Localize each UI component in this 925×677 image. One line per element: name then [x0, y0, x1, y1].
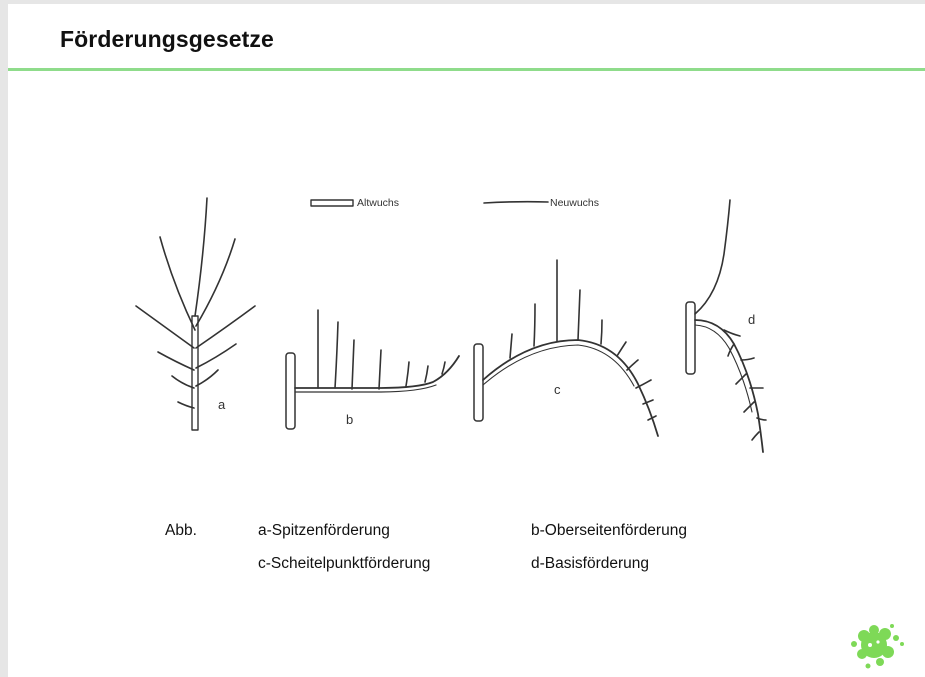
tree-c-shoot [617, 342, 626, 356]
tree-d-old-branch-edge [695, 325, 752, 412]
tree-d-shoot [728, 344, 734, 356]
caption-item-d: d-Basisförderung [531, 555, 650, 572]
tree-d-old-branch [695, 320, 763, 452]
tree-a-branch [172, 376, 194, 388]
tree-c-apex [474, 260, 658, 436]
tree-c-shoot [578, 290, 580, 340]
tree-a-branch [196, 344, 236, 368]
tree-a-branch [196, 370, 218, 386]
tree-d-label: d [748, 312, 756, 327]
tree-d-shoot [752, 432, 759, 440]
caption-prefix: Abb. [165, 522, 197, 539]
tree-b-shoot [442, 362, 445, 374]
legend-old-growth-label: Altwuchs [357, 197, 400, 209]
tree-c-shoot [534, 304, 535, 346]
tree-c-shoot [627, 360, 638, 370]
tree-a-branch [196, 239, 235, 326]
tree-c-label: c [554, 382, 561, 397]
tree-a-old-trunk [192, 316, 198, 430]
tree-b-old-branch [295, 356, 459, 388]
slide [8, 4, 925, 677]
growth-promotion-diagram [8, 4, 925, 677]
caption-item-c: c-Scheitelpunktförderung [258, 555, 431, 572]
caption-item-b: b-Oberseitenförderung [531, 522, 687, 539]
tree-c-shoot [601, 320, 602, 344]
caption-item-a: a-Spitzenförderung [258, 522, 390, 539]
tree-b-upper-side [286, 310, 459, 429]
tree-b-shoot [352, 340, 354, 389]
old-growth-swatch-icon [311, 200, 353, 206]
legend-new-growth [484, 202, 548, 203]
tree-d-shoot [744, 402, 754, 412]
tree-a-label: a [218, 397, 226, 412]
tree-c-shoot [510, 334, 512, 358]
tree-a-branch [160, 237, 195, 330]
tree-b-label: b [346, 412, 354, 427]
tree-d-shoot [741, 358, 754, 360]
tree-a-apical [136, 198, 255, 430]
tree-b-shoot [406, 362, 409, 386]
legend-old-growth [311, 200, 353, 206]
tree-a-branch [136, 306, 194, 348]
page-title: Förderungsgesetze [60, 26, 274, 52]
tree-a-branch [158, 352, 194, 370]
tree-c-old-trunk [474, 344, 483, 421]
tree-a-leader [195, 198, 207, 316]
tree-b-shoot [379, 350, 381, 389]
tree-d-leader [695, 200, 730, 314]
tree-b-shoot [425, 366, 428, 382]
green-splash-logo-icon [851, 624, 904, 669]
tree-b-shoot [335, 322, 338, 388]
tree-d-old-trunk [686, 302, 695, 374]
tree-b-old-trunk [286, 353, 295, 429]
legend-new-growth-label: Neuwuchs [550, 197, 600, 209]
tree-c-old-arch [483, 340, 658, 436]
tree-a-branch [196, 306, 255, 348]
new-growth-swatch-icon [484, 202, 548, 203]
